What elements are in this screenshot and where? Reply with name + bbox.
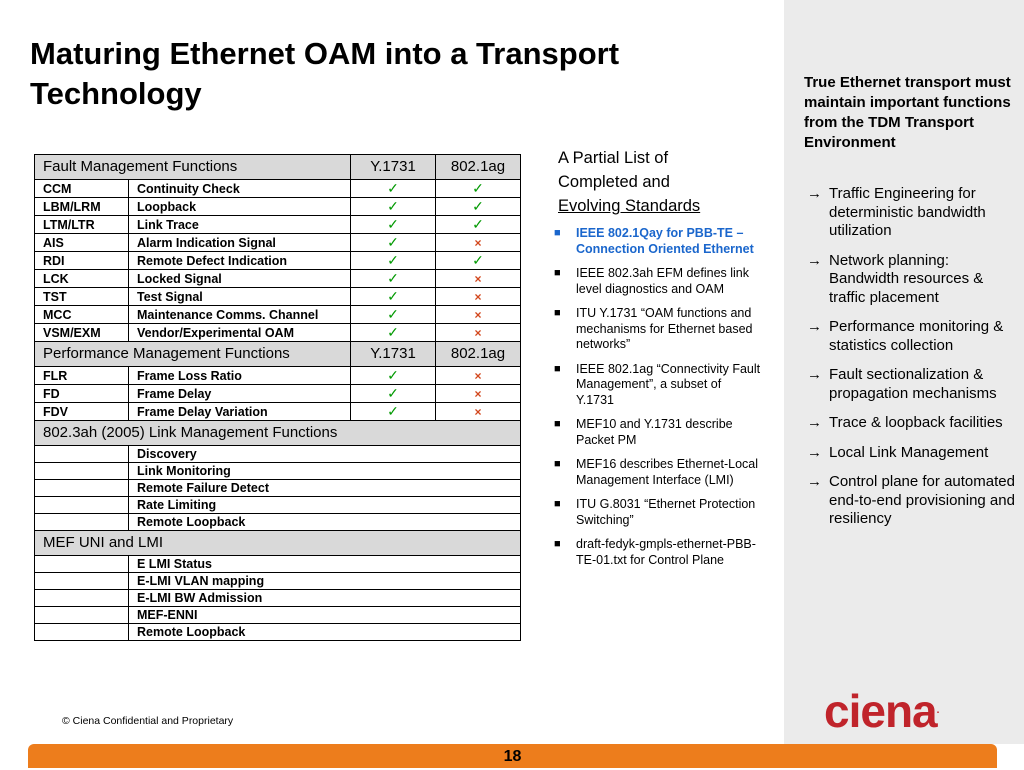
check-icon: ✓ [387, 306, 399, 322]
function-abbr [35, 624, 129, 641]
footer-bar [28, 744, 997, 768]
function-abbr [35, 556, 129, 573]
table-row [35, 198, 521, 216]
cross-icon: × [474, 271, 482, 286]
y1731-support [351, 180, 436, 198]
logo-text: ciena [824, 685, 937, 737]
table-row [35, 607, 521, 624]
cross-icon: × [474, 368, 482, 383]
bullet-icon: ■ [554, 458, 561, 470]
y1731-support [351, 288, 436, 306]
ag-support [436, 180, 521, 198]
cross-icon: × [474, 235, 482, 250]
list-item [552, 266, 762, 297]
function-abbr [35, 446, 129, 463]
table-row [35, 590, 521, 607]
bullet-icon: ■ [554, 227, 561, 239]
function-abbr [35, 590, 129, 607]
function-name: Vendor/Experimental OAM [129, 324, 351, 342]
function-name: Maintenance Comms. Channel [129, 306, 351, 324]
list-item [804, 414, 1016, 433]
cross-icon: × [474, 289, 482, 304]
bullet-icon: ■ [554, 362, 561, 375]
y1731-support [351, 252, 436, 270]
table-row [35, 514, 521, 531]
standards-list [552, 226, 762, 577]
check-icon: ✓ [472, 180, 484, 196]
bullet-icon: ■ [554, 538, 561, 550]
table-row [35, 306, 521, 324]
arrow-right-icon: → [807, 414, 822, 431]
y1731-support [351, 403, 436, 421]
function-abbr: RDI [35, 252, 129, 270]
list-item [552, 417, 762, 448]
panel-list [804, 185, 1016, 540]
section-title: Performance Management Functions [35, 342, 351, 367]
check-icon: ✓ [472, 252, 484, 268]
function-name: Frame Delay Variation [129, 403, 351, 421]
y1731-support [351, 306, 436, 324]
function-name: Rate Limiting [129, 497, 521, 514]
ag-support [436, 306, 521, 324]
list-item [804, 444, 1016, 463]
table-row [35, 497, 521, 514]
table-row [35, 367, 521, 385]
logo-mark: . [936, 705, 940, 716]
check-icon: ✓ [387, 403, 399, 419]
table-row [35, 270, 521, 288]
function-name: Test Signal [129, 288, 351, 306]
table-row [35, 288, 521, 306]
list-item [804, 366, 1016, 403]
table-section-header [35, 155, 521, 180]
check-icon: ✓ [387, 270, 399, 286]
ag-support [436, 403, 521, 421]
column-header-y1731: Y.1731 [351, 342, 436, 367]
y1731-support [351, 270, 436, 288]
ag-support [436, 367, 521, 385]
list-item [552, 497, 762, 528]
standards-heading [558, 146, 758, 218]
section-title: MEF UNI and LMI [35, 531, 521, 556]
list-item-text: Control plane for automated end-to-end provisioning and resiliency [829, 473, 1015, 527]
cross-icon: × [474, 325, 482, 340]
function-abbr: TST [35, 288, 129, 306]
table-row [35, 556, 521, 573]
check-icon: ✓ [387, 385, 399, 401]
ag-support [436, 270, 521, 288]
ag-support [436, 385, 521, 403]
function-name: MEF-ENNI [129, 607, 521, 624]
table-row [35, 324, 521, 342]
function-abbr: MCC [35, 306, 129, 324]
list-item [552, 537, 762, 568]
function-name: Frame Loss Ratio [129, 367, 351, 385]
table-row [35, 573, 521, 590]
standards-heading-line: Completed and [558, 173, 670, 191]
right-panel [784, 0, 1024, 744]
y1731-support [351, 367, 436, 385]
y1731-support [351, 234, 436, 252]
check-icon: ✓ [387, 234, 399, 250]
list-item [804, 185, 1016, 241]
bullet-icon: ■ [554, 498, 561, 510]
function-name: Frame Delay [129, 385, 351, 403]
function-name: E-LMI BW Admission [129, 590, 521, 607]
y1731-support [351, 324, 436, 342]
table-row [35, 234, 521, 252]
list-item [804, 318, 1016, 355]
list-item [552, 362, 762, 409]
check-icon: ✓ [387, 180, 399, 196]
y1731-support [351, 216, 436, 234]
table-section-header [35, 421, 521, 446]
arrow-right-icon: → [807, 443, 822, 461]
bullet-icon: ■ [554, 418, 561, 430]
column-header-y1731: Y.1731 [351, 155, 436, 180]
arrow-right-icon: → [807, 251, 822, 269]
table-row [35, 216, 521, 234]
page-number: 18 [503, 748, 522, 765]
ag-support [436, 198, 521, 216]
function-abbr: VSM/EXM [35, 324, 129, 342]
function-name: Alarm Indication Signal [129, 234, 351, 252]
function-abbr [35, 573, 129, 590]
list-item [552, 457, 762, 488]
panel-heading: True Ethernet transport must maintain important functions from the TDM Transport Environment [804, 74, 1011, 151]
cross-icon: × [474, 307, 482, 322]
arrow-right-icon: → [807, 473, 822, 490]
table-row [35, 446, 521, 463]
check-icon: ✓ [387, 252, 399, 268]
arrow-right-icon: → [807, 366, 822, 383]
list-item-text: Traffic Engineering for deterministic bandwidth utilization [829, 185, 986, 239]
table-row [35, 252, 521, 270]
list-item-text: MEF16 describes Ethernet-Local Management Interface (LMI) [576, 457, 759, 487]
ag-support [436, 216, 521, 234]
list-item-text: Local Link Management [829, 443, 989, 461]
section-title: 802.3ah (2005) Link Management Functions [35, 421, 521, 446]
table-row [35, 624, 521, 641]
check-icon: ✓ [472, 216, 484, 232]
list-item-text: Fault sectionalization & propagation mechanisms [829, 366, 997, 402]
table-row [35, 180, 521, 198]
oam-functions-table [34, 154, 521, 641]
function-abbr [35, 607, 129, 624]
cross-icon: × [474, 404, 482, 419]
function-abbr [35, 480, 129, 497]
table-section-header [35, 342, 521, 367]
function-name: E-LMI VLAN mapping [129, 573, 521, 590]
ciena-logo [824, 686, 939, 736]
function-name: Continuity Check [129, 180, 351, 198]
table-row [35, 480, 521, 497]
list-item-text: ITU G.8031 “Ethernet Protection Switching” [576, 497, 756, 527]
function-abbr: LTM/LTR [35, 216, 129, 234]
list-item-text: Network planning: Bandwidth resources & traffic placement [829, 251, 984, 306]
list-item [804, 252, 1016, 308]
table-row [35, 385, 521, 403]
function-name: E LMI Status [129, 556, 521, 573]
bullet-icon: ■ [554, 267, 561, 279]
section-title: Fault Management Functions [35, 155, 351, 180]
function-abbr: FLR [35, 367, 129, 385]
ag-support [436, 288, 521, 306]
check-icon: ✓ [387, 367, 399, 383]
list-item-text: draft-fedyk-gmpls-ethernet-PBB-TE-01.txt for Control Plane [576, 537, 756, 567]
check-icon: ✓ [387, 216, 399, 232]
function-abbr: LBM/LRM [35, 198, 129, 216]
y1731-support [351, 198, 436, 216]
function-name: Remote Loopback [129, 624, 521, 641]
function-abbr [35, 497, 129, 514]
list-item [552, 306, 762, 353]
bullet-icon: ■ [554, 307, 561, 319]
standards-heading-line: Evolving Standards [558, 197, 701, 215]
list-item-text: IEEE 802.3ah EFM defines link level diagnostics and OAM [576, 266, 750, 296]
standards-heading-line: A Partial List of [558, 149, 669, 167]
list-item-text: Performance monitoring & statistics collection [829, 318, 1004, 354]
function-abbr: AIS [35, 234, 129, 252]
function-abbr [35, 463, 129, 480]
function-name: Remote Failure Detect [129, 480, 521, 497]
function-abbr: FD [35, 385, 129, 403]
function-name: Locked Signal [129, 270, 351, 288]
check-icon: ✓ [387, 288, 399, 304]
function-name: Remote Defect Indication [129, 252, 351, 270]
ag-support [436, 324, 521, 342]
function-abbr [35, 514, 129, 531]
list-item-text: ITU Y.1731 “OAM functions and mechanisms for Ethernet based networks” [576, 306, 753, 351]
function-name: Discovery [129, 446, 521, 463]
table-row [35, 403, 521, 421]
list-item-text: IEEE 802.1Qay for PBB-TE – Connection Oriented Ethernet [576, 226, 754, 256]
table-section-header [35, 531, 521, 556]
check-icon: ✓ [387, 198, 399, 214]
cross-icon: × [474, 386, 482, 401]
copyright-note: © Ciena Confidential and Proprietary [62, 715, 234, 727]
list-item-text: IEEE 802.1ag “Connectivity Fault Management”, a subset of Y.1731 [576, 361, 761, 407]
function-name: Loopback [129, 198, 351, 216]
function-abbr: FDV [35, 403, 129, 421]
check-icon: ✓ [472, 198, 484, 214]
function-name: Link Monitoring [129, 463, 521, 480]
column-header-8021ag: 802.1ag [436, 342, 521, 367]
list-item-text: Trace & loopback facilities [829, 414, 1003, 431]
function-name: Remote Loopback [129, 514, 521, 531]
list-item-text: MEF10 and Y.1731 describe Packet PM [576, 417, 733, 447]
function-abbr: CCM [35, 180, 129, 198]
ag-support [436, 234, 521, 252]
ag-support [436, 252, 521, 270]
arrow-right-icon: → [807, 318, 822, 335]
y1731-support [351, 385, 436, 403]
column-header-8021ag: 802.1ag [436, 155, 521, 180]
check-icon: ✓ [387, 324, 399, 340]
arrow-right-icon: → [807, 185, 822, 202]
list-item [804, 473, 1016, 529]
function-name: Link Trace [129, 216, 351, 234]
table-row [35, 463, 521, 480]
slide-title: Maturing Ethernet OAM into a Transport Technology [30, 36, 620, 111]
list-item [552, 226, 762, 257]
function-abbr: LCK [35, 270, 129, 288]
